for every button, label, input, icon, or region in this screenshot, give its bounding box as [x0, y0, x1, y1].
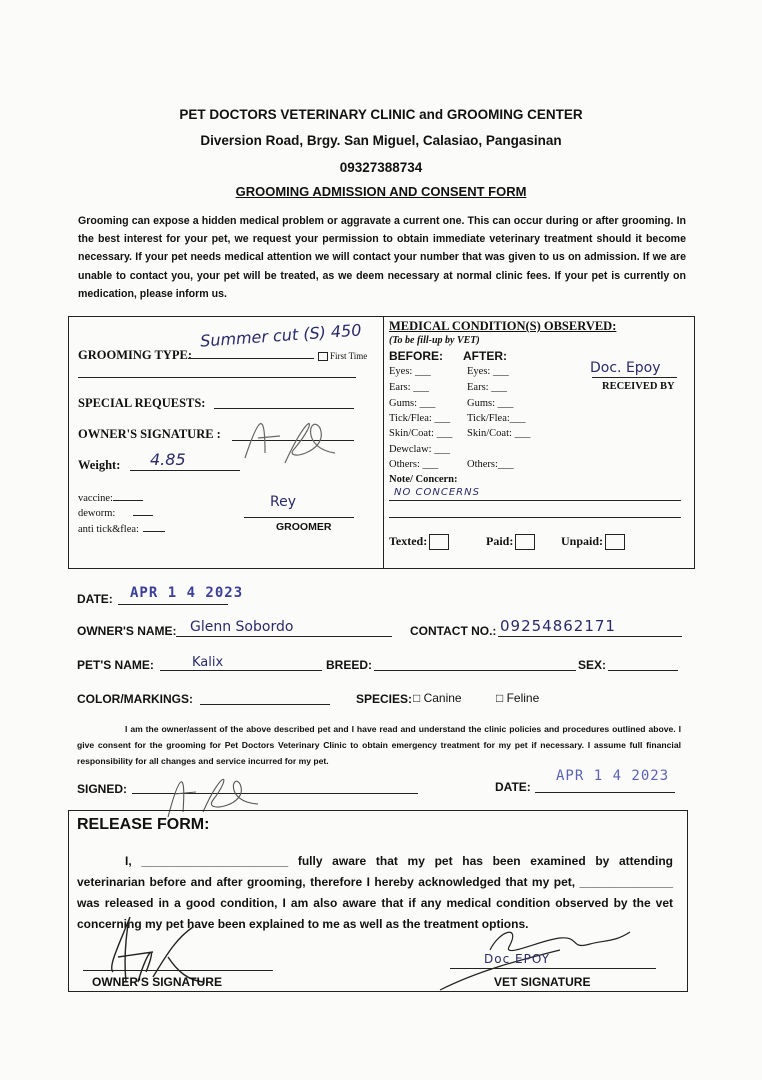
canine-option[interactable]: □ Canine [413, 691, 462, 705]
received-by-line[interactable] [592, 377, 677, 378]
first-time-label: First Time [330, 351, 368, 361]
after-label: AFTER: [463, 349, 507, 363]
groomer-line[interactable] [244, 517, 354, 518]
first-time-checkbox[interactable] [318, 351, 367, 361]
weight-line[interactable] [130, 470, 240, 471]
pet-name-label: PET'S NAME: [77, 658, 154, 672]
breed-line[interactable] [374, 670, 576, 671]
medical-title: MEDICAL CONDITION(S) OBSERVED: [389, 319, 617, 333]
consent-date-label: DATE: [495, 780, 531, 794]
paid-checkbox[interactable]: Paid: [486, 534, 535, 550]
anti-tick-label: anti tick&flea: [78, 524, 165, 535]
grooming-type-line-2[interactable] [78, 377, 356, 378]
release-paragraph: I, ______________________ fully aware that my pet has been examined by attending veterinarian before and after grooming, therefore I hereby acknowledged that my pet, ______________ was released in a good condition, I am also aware that if any medical condition observed by the vet concerning my pet have been explained to me as well as the treatment options. [77, 854, 673, 931]
deworm-label: deworm: [78, 508, 153, 519]
sex-label: SEX: [578, 658, 607, 672]
pet-name-value: Kalix [192, 655, 224, 670]
note-value: NO CONCERNS [394, 487, 480, 498]
owner-name-line[interactable] [176, 636, 392, 637]
consent-paragraph: I am the owner/assent of the above described pet and I have read and understand the clinic policies and procedures outlined above. I give consent for the grooming for Pet Doctors Veterinary Clinic to obtain emergency treatment for my pet if necessary. I assume full financial responsibility for all changes and service incurred for my pet. [77, 724, 681, 766]
after-others[interactable]: Others:___ [467, 459, 514, 470]
pet-name-line[interactable] [160, 670, 322, 671]
owner-name-value: Glenn Sobordo [190, 619, 294, 635]
groomer-sign: Rey [270, 494, 296, 510]
consent-date-stamp: APR 1 4 2023 [556, 768, 670, 784]
note-label: Note/ Concern: [389, 474, 458, 485]
contact-label: CONTACT NO.: [410, 624, 497, 638]
sex-line[interactable] [608, 670, 678, 671]
signed-label: SIGNED: [77, 782, 128, 796]
form-title: GROOMING ADMISSION AND CONSENT FORM [235, 184, 527, 199]
consent-date-line[interactable] [535, 792, 675, 793]
species-label: SPECIES: [356, 692, 413, 706]
before-tick[interactable]: Tick/Flea: ___ [389, 413, 451, 424]
before-others[interactable]: Others: ___ [389, 459, 439, 470]
contact-value: 09254862171 [500, 617, 616, 635]
weight-value: 4.85 [150, 450, 186, 469]
medical-subtitle: (To be fill-up by VET) [389, 335, 480, 346]
owner-signature-scribble [240, 408, 340, 468]
clinic-name: PET DOCTORS VETERINARY CLINIC and GROOMING CENTER [179, 107, 583, 122]
date-label: DATE: [77, 592, 113, 606]
after-gums[interactable]: Gums: ___ [467, 398, 514, 409]
intro-paragraph: Grooming can expose a hidden medical problem or aggravate a current one. This can occur during or after grooming. In the best interest for your pet, we request your permission to obtain immediate veterinary treatment should it become necessary. If your pet needs medical attention we will contact your number that was given to us on admission. If we are unable to contact you, your pet will be treated, as we deem necessary at normal clinic fees. If your pet is currently on medication, please inform us. [78, 215, 686, 300]
before-gums[interactable]: Gums: ___ [389, 398, 436, 409]
feline-option[interactable]: □ Feline [496, 691, 540, 705]
special-requests-label: SPECIAL REQUESTS: [78, 396, 206, 410]
before-label: BEFORE: [389, 349, 443, 363]
vet-sign-name: Doc EPOY [484, 952, 550, 966]
note-line-2[interactable] [389, 517, 681, 518]
before-skin[interactable]: Skin/Coat: ___ [389, 428, 453, 439]
breed-label: BREED: [326, 658, 373, 672]
color-line[interactable] [200, 704, 330, 705]
owner-name-label: OWNER'S NAME: [77, 624, 177, 638]
clinic-address: Diversion Road, Brgy. San Miguel, Calasiao, Pangasinan [200, 133, 562, 148]
received-by-value: Doc. Epoy [590, 360, 661, 376]
grooming-type-label: GROOMING TYPE: [78, 348, 193, 362]
release-title: RELEASE FORM: [77, 816, 210, 833]
vaccine-label: vaccine: [78, 493, 143, 504]
before-dewclaw[interactable]: Dewclaw: ___ [389, 444, 450, 455]
vet-release-sign-label: VET SIGNATURE [494, 975, 591, 989]
grooming-type-value: Summer cut (S) 450 [199, 320, 363, 351]
date-line[interactable] [118, 604, 228, 605]
groomer-label: GROOMER [276, 521, 332, 533]
contact-line[interactable] [498, 636, 682, 637]
after-tick[interactable]: Tick/Flea:___ [467, 413, 526, 424]
after-skin[interactable]: Skin/Coat: ___ [467, 428, 531, 439]
note-line-1[interactable] [389, 500, 681, 501]
owner-signature-label: OWNER'S SIGNATURE : [78, 427, 221, 441]
date-stamp: APR 1 4 2023 [130, 585, 244, 601]
clinic-phone: 09327388734 [339, 160, 423, 175]
before-ears[interactable]: Ears: ___ [389, 382, 429, 393]
received-by-label: RECEIVED BY [602, 381, 675, 392]
weight-label: Weight: [78, 458, 121, 472]
after-eyes[interactable]: Eyes: ___ [467, 366, 509, 377]
texted-checkbox[interactable]: Texted: [389, 534, 449, 550]
owner-release-sign-label: OWNER'S SIGNATURE [92, 975, 222, 989]
grooming-type-line[interactable] [188, 358, 314, 359]
after-ears[interactable]: Ears: ___ [467, 382, 507, 393]
before-eyes[interactable]: Eyes: ___ [389, 366, 431, 377]
color-label: COLOR/MARKINGS: [77, 692, 193, 706]
unpaid-checkbox[interactable]: Unpaid: [561, 534, 625, 550]
